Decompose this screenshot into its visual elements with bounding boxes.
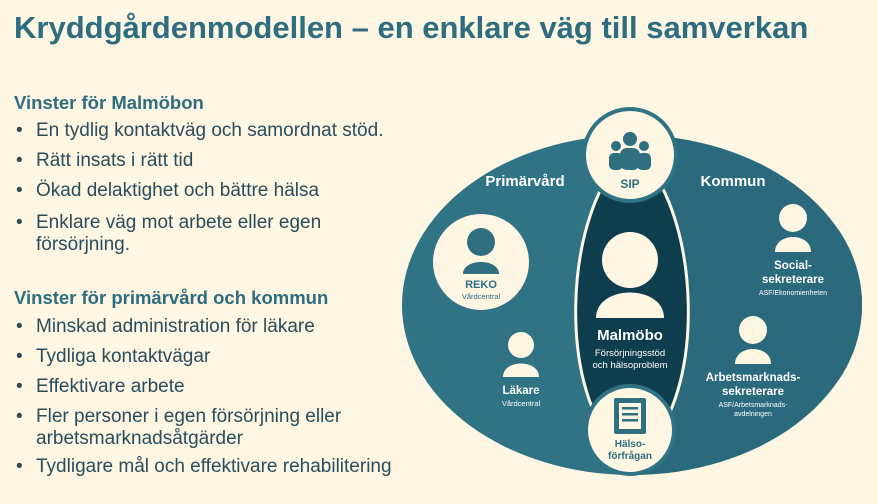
list-item: • Minskad administration för läkare [14, 316, 434, 338]
list-item: • Rätt insats i rätt tid [14, 150, 434, 172]
list-item: • Effektivare arbete [14, 376, 434, 398]
reko-sub: Vårdcentral [461, 292, 501, 301]
list-item: • Enklare väg mot arbete eller egen försörjning. [14, 212, 366, 256]
page-title: Kryddgårdenmodellen – en enklare väg till samverkan [14, 10, 809, 45]
reko-label: REKO [465, 279, 497, 291]
document-icon [614, 398, 646, 434]
section-heading-malmobon: Vinster för Malmöbon [14, 92, 204, 113]
section-heading-primarvard-kommun: Vinster för primärvård och kommun [14, 287, 329, 308]
halsoforfragan-line2: förfrågan [608, 451, 652, 462]
list-item: • Fler personer i egen försörjning eller arbetsmarknadsåtgärder [14, 406, 416, 450]
lakare-sub: Vårdcentral [501, 399, 541, 408]
lakare-label: Läkare [502, 385, 540, 397]
social-line2: sekreterare [761, 274, 825, 286]
list-item: • En tydlig kontaktväg och samordnat stöd. [14, 120, 434, 142]
list-item: • Tydliga kontaktvägar [14, 346, 434, 368]
list-item: • Tydligare mål och effektivare rehabilitering [14, 456, 434, 478]
arbets-line2: sekreterare [721, 386, 785, 398]
arbets-sub1: ASF/Arbetsmarknads- [718, 402, 788, 409]
social-line1: Social- [774, 260, 812, 272]
social-sub: ASF/Ekonomienheten [758, 290, 828, 297]
sip-label: SIP [620, 177, 640, 191]
list-item: • Ökad delaktighet och bättre hälsa [14, 180, 434, 202]
kommun-label: Kommun [700, 173, 766, 190]
halsoforfragan-line1: Hälso- [614, 439, 646, 450]
malmobo-label: Malmöbo [597, 327, 663, 344]
malmobo-sub1: Försörjningsstöd [594, 348, 666, 359]
malmobo-sub2: och hälsoproblem [592, 360, 668, 371]
arbets-sub2: avdelningen [734, 411, 772, 418]
primarvard-label: Primärvård [485, 173, 565, 190]
arbets-line1: Arbetsmarknads- [705, 372, 801, 384]
